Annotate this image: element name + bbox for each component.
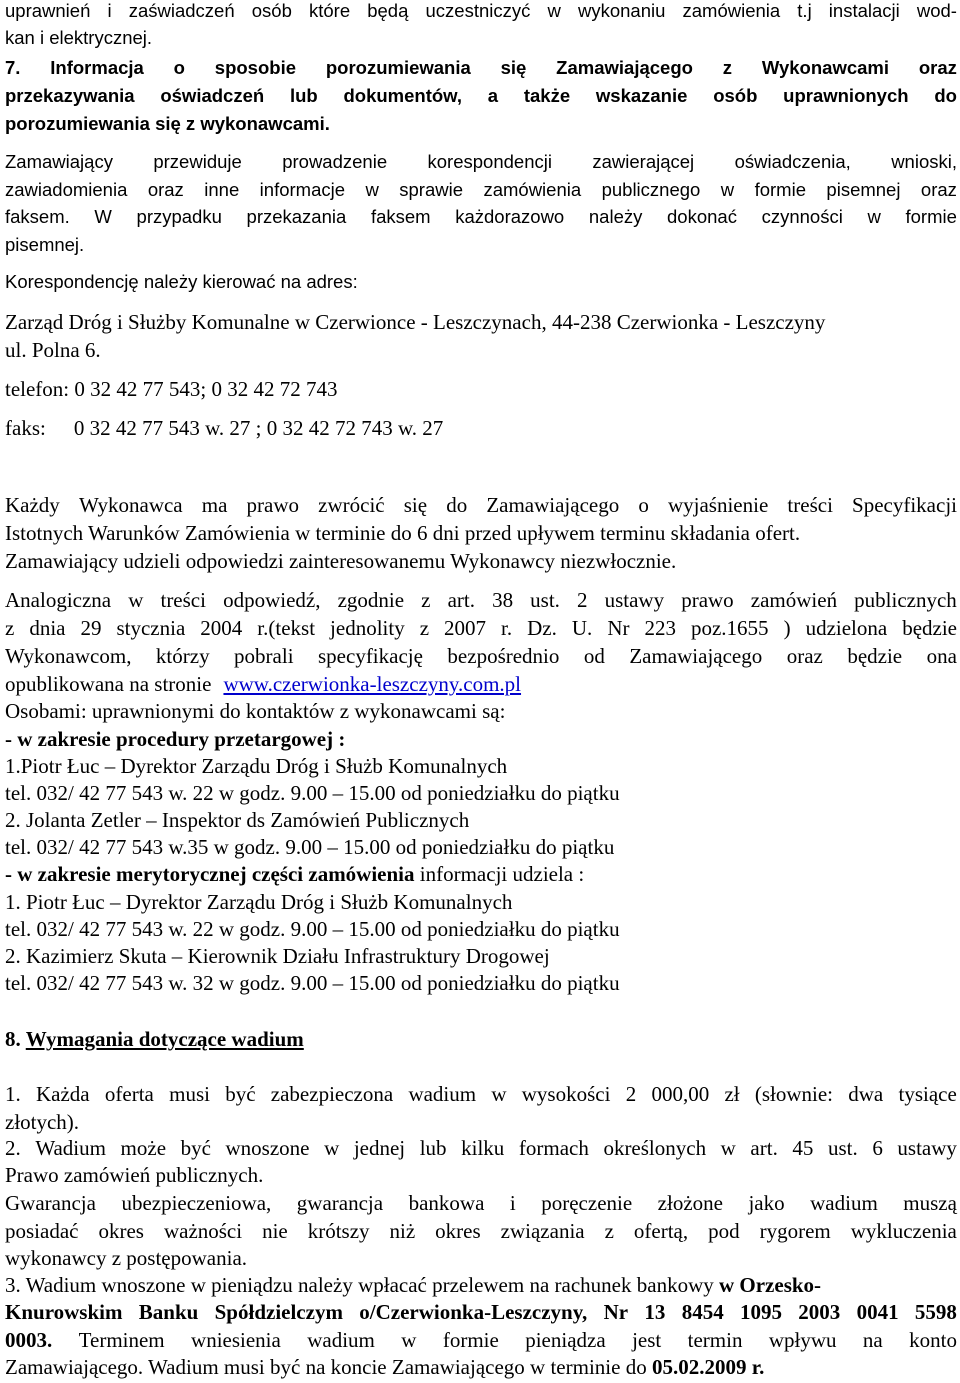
word: muszą <box>903 1191 957 1215</box>
fax-value: 0 32 42 77 543 w. 27 ; 0 32 42 72 743 w. 27 <box>73 416 444 440</box>
word: Wykonawcami <box>761 57 889 78</box>
word: prowadzenie <box>282 151 388 172</box>
section-7-heading-line-2 <box>5 87 957 106</box>
intro-line-1 <box>5 2 957 21</box>
word: 223 <box>644 616 676 640</box>
word: oraz <box>918 57 957 78</box>
word: w <box>365 179 379 200</box>
word: pobrali <box>234 644 294 668</box>
word: w <box>720 179 735 200</box>
word: faksem <box>370 206 431 227</box>
word: ust. <box>530 588 560 612</box>
word: Dz. <box>527 616 557 640</box>
word: związania <box>500 1219 585 1243</box>
word: wskazanie <box>595 85 688 106</box>
word: Każdy <box>5 493 60 517</box>
word: prawo <box>246 493 300 517</box>
word: zabezpieczona <box>270 1082 394 1106</box>
item-3-line-4-text: Zamawiającego. Wadium musi być na koncie Zamawiającego w terminie do <box>5 1355 652 1379</box>
word: 1095 <box>739 1300 782 1324</box>
word: osób <box>251 0 292 21</box>
word: niż <box>389 1219 416 1243</box>
word: instalacji <box>828 0 900 21</box>
word: 5598 <box>914 1300 957 1324</box>
merit-contact-2-name: 2. Kazimierz Skuta – Kierownik Działu Infrastruktury Drogowej <box>5 944 550 968</box>
word: kilku <box>461 1136 505 1160</box>
paragraph-3-line-4 <box>5 674 521 695</box>
word: ofertą, <box>633 1219 689 1243</box>
word: jednej <box>353 1136 406 1160</box>
item-1-line-2: złotych). <box>5 1110 80 1134</box>
paragraph-1-line-1 <box>5 153 957 172</box>
word: odpowiedź, <box>223 588 321 612</box>
guarantee-line-3: wykonawcy z postępowania. <box>5 1246 248 1270</box>
word: do <box>446 493 468 517</box>
word: oraz <box>786 644 823 668</box>
word: oraz <box>920 179 957 200</box>
merit-contact-1-name: 1. Piotr Łuc – Dyrektor Zarządu Dróg i Służb Komunalnych <box>5 890 513 914</box>
item-3-line-2 <box>5 1302 957 1323</box>
section-8-heading <box>5 1029 304 1050</box>
guarantee-line-2 <box>5 1221 957 1242</box>
word: czynności <box>761 206 843 227</box>
word: dokonać <box>667 206 737 227</box>
merit-heading-rest: informacji udziela : <box>414 862 585 886</box>
item-3-line-1-bank: w Orzesko- <box>718 1273 822 1297</box>
word: 13 <box>644 1300 666 1324</box>
word: z <box>421 588 431 612</box>
word: t.j <box>797 0 812 21</box>
word: na <box>862 1328 883 1352</box>
word: Zamawiającego <box>486 493 620 517</box>
word: w <box>547 0 561 21</box>
word: z <box>5 616 15 640</box>
word: treści <box>787 493 833 517</box>
word: ma <box>201 493 228 517</box>
word: zamówienia <box>483 179 582 200</box>
word: pisemnej <box>826 179 901 200</box>
word: r.(tekst <box>257 616 316 640</box>
word: stycznia <box>116 616 186 640</box>
word: 7. <box>5 57 21 78</box>
item-2-line-2: Prawo zamówień publicznych. <box>5 1163 264 1187</box>
word: 2 <box>577 588 588 612</box>
word: będą <box>367 0 409 21</box>
word: 2 <box>625 1082 637 1106</box>
word: wysokości <box>521 1082 611 1106</box>
word: Zamawiający <box>5 151 113 172</box>
word: zgodnie <box>337 588 405 612</box>
word: które <box>308 0 351 21</box>
word: 8454 <box>681 1300 724 1324</box>
word: krótszy <box>307 1219 370 1243</box>
word: do <box>934 85 957 106</box>
word: złożone <box>657 1191 723 1215</box>
word: pieniądza <box>525 1328 606 1352</box>
word: 38 <box>492 588 514 612</box>
fax-label: faks: <box>5 416 46 440</box>
word: 2. <box>5 1136 21 1160</box>
word: przewiduje <box>153 151 242 172</box>
paragraph-2-line-1 <box>5 495 957 516</box>
word: bankowa <box>408 1191 485 1215</box>
word: ustawy <box>897 1136 957 1160</box>
word: każdorazowo <box>455 206 565 227</box>
word: ) <box>783 616 791 640</box>
word: tysiące <box>898 1082 957 1106</box>
word: w <box>401 1328 417 1352</box>
word: poręczenie <box>541 1191 633 1215</box>
contacts-intro: Osobami: uprawnionymi do kontaktów z wykonawcami są: <box>5 699 506 723</box>
word: sposobie <box>214 57 297 78</box>
section-8-title: Wymagania dotyczące wadium <box>25 1027 304 1051</box>
word: Zamawiającego <box>556 57 693 78</box>
merit-heading <box>5 864 584 885</box>
word: w <box>867 206 881 227</box>
word: gwarancja <box>296 1191 384 1215</box>
word: posiadać <box>5 1219 79 1243</box>
word: przekazania <box>246 206 347 227</box>
word: poz.1655 <box>690 616 769 640</box>
word: lub <box>289 85 318 106</box>
word: wadium <box>307 1328 375 1352</box>
word: od <box>583 644 605 668</box>
word: wnioski, <box>891 151 957 172</box>
word: dnia <box>29 616 66 640</box>
word: Wadium <box>35 1136 106 1160</box>
word: ustawy <box>604 588 665 612</box>
word: uprawnień <box>5 0 91 21</box>
word: Knurowskim <box>5 1300 123 1324</box>
procedure-contact-1-name: 1.Piotr Łuc – Dyrektor Zarządu Dróg i Służb Komunalnych <box>5 754 508 778</box>
address-line-2: ul. Polna 6. <box>5 338 101 362</box>
word: o <box>638 493 649 517</box>
word: formie <box>442 1328 499 1352</box>
word: inne <box>204 179 240 200</box>
word: 45 <box>792 1136 814 1160</box>
website-link[interactable]: www.czerwionka-leszczyny.com.pl <box>223 672 522 696</box>
paragraph-2-line-3: Zamawiający udzieli odpowiedzi zainteresowanemu Wykonawcy niezwłocznie. <box>5 549 677 573</box>
word: 6 <box>872 1136 883 1160</box>
word: publicznych <box>854 588 957 612</box>
item-3-line-1 <box>5 1275 821 1296</box>
item-3-line-3 <box>5 1330 957 1351</box>
merit-heading-bold: - w zakresie merytorycznej części zamówienia <box>5 862 415 886</box>
word: ważności <box>163 1219 243 1243</box>
word: 2007 <box>444 616 487 640</box>
word: być <box>225 1082 256 1106</box>
guarantee-line-1 <box>5 1193 957 1214</box>
word: wnoszone <box>225 1136 310 1160</box>
paragraph-1-line-4: pisemnej. <box>5 234 85 255</box>
word: wykonaniu <box>577 0 666 21</box>
merit-contact-2-phone: tel. 032/ 42 77 543 w. 32 w godz. 9.00 – 15.00 od poniedziałku do piątku <box>5 971 620 995</box>
word: zł <box>724 1082 740 1106</box>
word: uprawnionych <box>783 85 909 106</box>
word: Terminem <box>78 1328 165 1352</box>
word: z <box>722 57 733 78</box>
word: 2004 <box>200 616 243 640</box>
word: dokumentów, <box>343 85 463 106</box>
word: zaświadczeń <box>128 0 235 21</box>
intro-line-2: kan i elektrycznej. <box>5 27 153 48</box>
word: oferta <box>104 1082 154 1106</box>
word: Specyfikacji <box>852 493 957 517</box>
word: W <box>94 206 112 227</box>
word: 2003 <box>798 1300 841 1324</box>
word: porozumiewania <box>325 57 471 78</box>
word: w <box>491 1082 507 1106</box>
fax-line <box>5 418 443 439</box>
item-1-line-1 <box>5 1084 957 1105</box>
word: przypadku <box>136 206 222 227</box>
word: Każda <box>36 1082 90 1106</box>
word: Wykonawcom, <box>5 644 132 668</box>
word: i <box>107 0 112 21</box>
word: informacje <box>259 179 346 200</box>
word: Zamawiającego <box>629 644 763 668</box>
word: zawierającej <box>592 151 695 172</box>
section-7-heading-line-3: porozumiewania się z wykonawcami. <box>5 113 330 134</box>
word: wadium <box>408 1082 477 1106</box>
paragraph-3-line-2 <box>5 618 957 639</box>
word: pod <box>708 1219 740 1243</box>
word: formach <box>518 1136 589 1160</box>
word: prawo <box>681 588 734 612</box>
paragraph-3-line-1 <box>5 590 957 611</box>
word: w <box>324 1136 340 1160</box>
paragraph-1-line-3 <box>5 208 957 227</box>
word: dwa <box>848 1082 884 1106</box>
procedure-contact-2-phone: tel. 032/ 42 77 543 w.35 w godz. 9.00 – 15.00 od poniedziałku do piątku <box>5 835 615 859</box>
word: zamówień <box>750 588 838 612</box>
section-8-number: 8. <box>5 1027 21 1051</box>
procedure-contact-2-name: 2. Jolanta Zetler – Inspektor ds Zamówień Publicznych <box>5 808 470 832</box>
word: termin <box>687 1328 743 1352</box>
word: udzielona <box>805 616 888 640</box>
word: osób <box>713 85 758 106</box>
word: art. <box>750 1136 778 1160</box>
word: o <box>173 57 185 78</box>
address-intro: Korespondencję należy kierować na adres: <box>5 271 358 292</box>
word: zawiadomienia <box>5 179 128 200</box>
word: ona <box>926 644 957 668</box>
published-on-text: opublikowana na stronie <box>5 672 212 696</box>
word: i <box>509 1191 516 1215</box>
paragraph-1-line-2 <box>5 181 957 200</box>
phone-line: telefon: 0 32 42 77 543; 0 32 42 72 743 <box>5 377 338 401</box>
word: o/Czerwionka-Leszczyny, <box>359 1300 588 1324</box>
word: a <box>487 85 499 106</box>
word: konto <box>909 1328 957 1352</box>
word: publicznego <box>601 179 701 200</box>
word: treści <box>160 588 206 612</box>
word: sprawie <box>399 179 464 200</box>
word: 000,00 <box>651 1082 710 1106</box>
procedure-contact-1-phone: tel. 032/ 42 77 543 w. 22 w godz. 9.00 – 15.00 od poniedziałku do piątku <box>5 781 620 805</box>
word: bezpośrednio <box>447 644 560 668</box>
paragraph-2-line-2: Istotnych Warunków Zamówienia w terminie do 6 dni przed upływem terminu składania ofert. <box>5 521 801 545</box>
word: w <box>128 588 144 612</box>
word: Analogiczna <box>5 588 112 612</box>
word: faksem. <box>5 206 70 227</box>
word: jest <box>632 1328 662 1352</box>
word: formie <box>905 206 957 227</box>
word: w <box>720 1136 736 1160</box>
word: formie <box>754 179 806 200</box>
item-2-line-1 <box>5 1138 957 1159</box>
word: Nr <box>603 1300 629 1324</box>
word: Gwarancja <box>5 1191 96 1215</box>
word: będzie <box>902 616 957 640</box>
word: oraz <box>147 179 184 200</box>
word: 0041 <box>856 1300 899 1324</box>
word: będzie <box>847 644 903 668</box>
merit-contact-1-phone: tel. 032/ 42 77 543 w. 22 w godz. 9.00 – 15.00 od poniedziałku do piątku <box>5 917 620 941</box>
word: oświadczenia, <box>734 151 851 172</box>
word: Spółdzielczym <box>214 1300 343 1324</box>
word: 1. <box>5 1082 21 1106</box>
word: korespondencji <box>427 151 552 172</box>
word: r. <box>501 616 513 640</box>
word: się <box>403 493 428 517</box>
word: Nr <box>607 616 630 640</box>
section-7-heading-line-1 <box>5 59 957 78</box>
word: musi <box>169 1082 210 1106</box>
word: się <box>500 57 527 78</box>
word: także <box>523 85 571 106</box>
word: Banku <box>138 1300 199 1324</box>
word: zwrócić <box>318 493 385 517</box>
word: wadium <box>810 1191 878 1215</box>
word: być <box>180 1136 211 1160</box>
word: jako <box>748 1191 785 1215</box>
word: wyjaśnienie <box>667 493 769 517</box>
word: zamówienia <box>682 0 781 21</box>
word: jednolity <box>330 616 405 640</box>
word: ust. <box>827 1136 858 1160</box>
word: U. <box>571 616 593 640</box>
word: uczestniczyć <box>425 0 531 21</box>
word: wykluczenia <box>850 1219 957 1243</box>
word: okres <box>98 1219 144 1243</box>
word: art. <box>447 588 475 612</box>
address-line-1: Zarząd Dróg i Służby Komunalne w Czerwionce - Leszczynach, 44-238 Czerwionka - Leszczyny <box>5 310 826 334</box>
item-3-line-1-text: 3. Wadium wnoszone w pieniądzu należy wpłacać przelewem na rachunek bankowy <box>5 1273 719 1297</box>
word: Wykonawca <box>78 493 183 517</box>
word: wniesienia <box>191 1328 281 1352</box>
word: rygorem <box>759 1219 831 1243</box>
word: nie <box>262 1219 288 1243</box>
account-suffix: 0003. <box>5 1328 53 1352</box>
word: Informacja <box>50 57 144 78</box>
word: lub <box>419 1136 447 1160</box>
word: z <box>419 616 430 640</box>
paragraph-3-line-3 <box>5 646 957 667</box>
word: określonych <box>603 1136 707 1160</box>
word: może <box>120 1136 167 1160</box>
word: oświadczeń <box>160 85 265 106</box>
word: należy <box>588 206 643 227</box>
procedure-heading: - w zakresie procedury przetargowej : <box>5 727 346 751</box>
word: wpływu <box>768 1328 837 1352</box>
word: wod- <box>916 0 957 21</box>
word: (słownie: <box>754 1082 833 1106</box>
word: którzy <box>155 644 210 668</box>
word: 29 <box>80 616 102 640</box>
word: ubezpieczeniowa, <box>121 1191 272 1215</box>
deadline-date: 05.02.2009 r. <box>651 1355 765 1379</box>
word: z <box>604 1219 614 1243</box>
word: okres <box>435 1219 481 1243</box>
item-3-line-4 <box>5 1357 764 1378</box>
word: specyfikację <box>318 644 423 668</box>
word: przekazywania <box>5 85 135 106</box>
